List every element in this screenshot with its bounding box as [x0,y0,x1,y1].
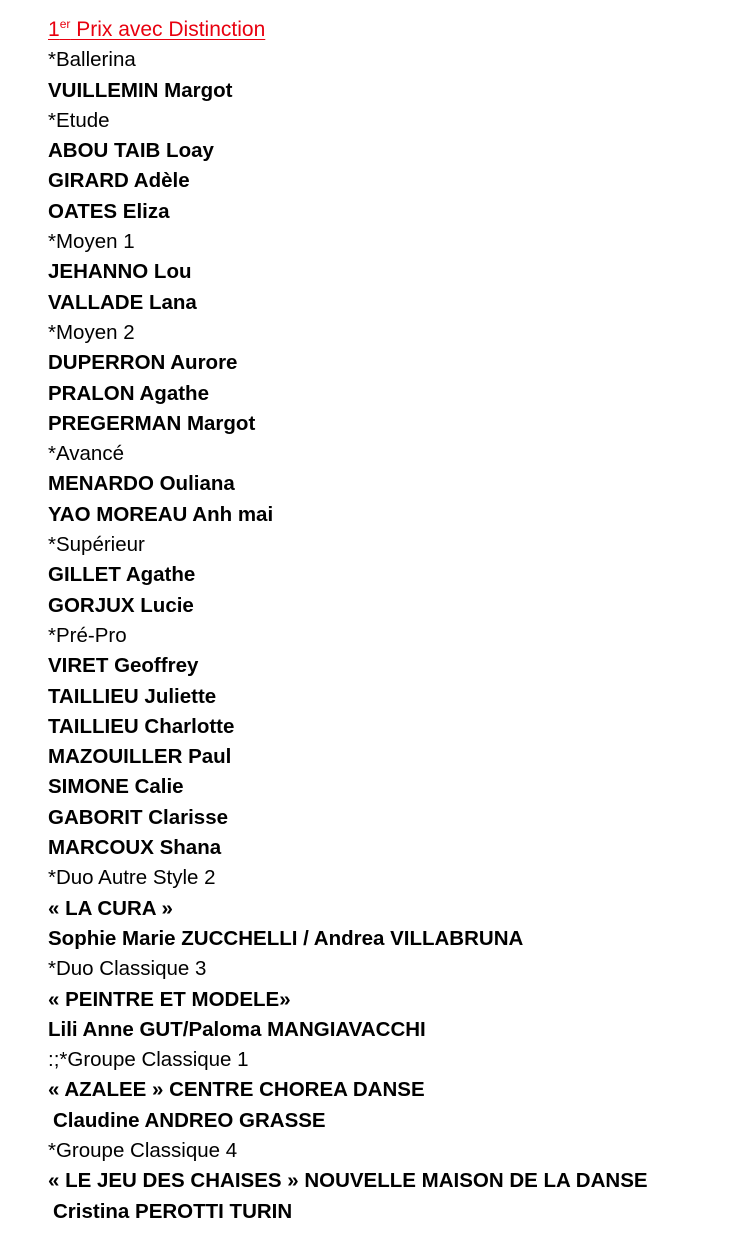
awardee-name: TAILLIEU Juliette [48,684,217,708]
awardee-name: GORJUX Lucie [48,593,194,617]
heading-text: Prix avec Distinction [70,18,266,41]
awardee-name: MENARDO Ouliana [48,472,235,496]
award-list [48,45,728,1227]
awardee-name: « PEINTRE ET MODELE» [48,987,291,1011]
awardee-name: Lili Anne GUT/Paloma MANGIAVACCHI [48,1017,426,1041]
awardee-name: SIMONE Calie [48,775,184,799]
awardee-name: « AZALEE » CENTRE CHOREA DANSE [48,1078,425,1102]
awardee-name: PREGERMAN Margot [48,411,256,435]
awardee-name: « LA CURA » [48,896,173,920]
awardee-name: VUILLEMIN Margot [48,78,233,102]
heading-ordinal-suffix: er [59,17,71,31]
awardee-name: VALLADE Lana [48,290,197,314]
awardee-name: Cristina PEROTTI TURIN [53,1199,293,1223]
awardee-name: GILLET Agathe [48,563,196,587]
category-label: *Supérieur [48,533,145,557]
awardee-name: PRALON Agathe [48,381,209,405]
category-label: *Duo Autre Style 2 [48,866,216,890]
awardee-name: TAILLIEU Charlotte [48,714,235,738]
awardee-name: DUPERRON Aurore [48,351,238,375]
category-label: *Groupe Classique 4 [48,1138,238,1162]
heading-ordinal: 1 [48,18,60,41]
awardee-name: OATES Eliza [48,199,170,223]
awardee-name: « LE JEU DES CHAISES » NOUVELLE MAISON DE LA DANSE [48,1169,648,1193]
awardee-name: GABORIT Clarisse [48,805,228,829]
category-label: *Etude [48,108,110,132]
awardee-name: GIRARD Adèle [48,169,190,193]
awardee-name: JEHANNO Lou [48,260,192,284]
awardee-name: MARCOUX Shana [48,836,222,860]
awardee-name: Sophie Marie ZUCCHELLI / Andrea VILLABRUNA [48,926,524,950]
awardee-name: YAO MOREAU Anh mai [48,502,274,526]
category-label: *Moyen 1 [48,230,135,254]
prize-list-page [48,15,728,1227]
category-label: *Pré-Pro [48,623,127,647]
awardee-name: VIRET Geoffrey [48,654,199,678]
category-label: *Avancé [48,442,124,466]
awardee-name: ABOU TAIB Loay [48,139,214,163]
prize-heading [48,15,728,45]
awardee-name: Claudine ANDREO GRASSE [53,1108,326,1132]
category-label: *Duo Classique 3 [48,957,207,981]
category-label: *Ballerina [48,48,136,72]
category-label: *Moyen 2 [48,320,135,344]
awardee-name: MAZOUILLER Paul [48,745,232,769]
category-label: :;*Groupe Classique 1 [48,1048,249,1072]
